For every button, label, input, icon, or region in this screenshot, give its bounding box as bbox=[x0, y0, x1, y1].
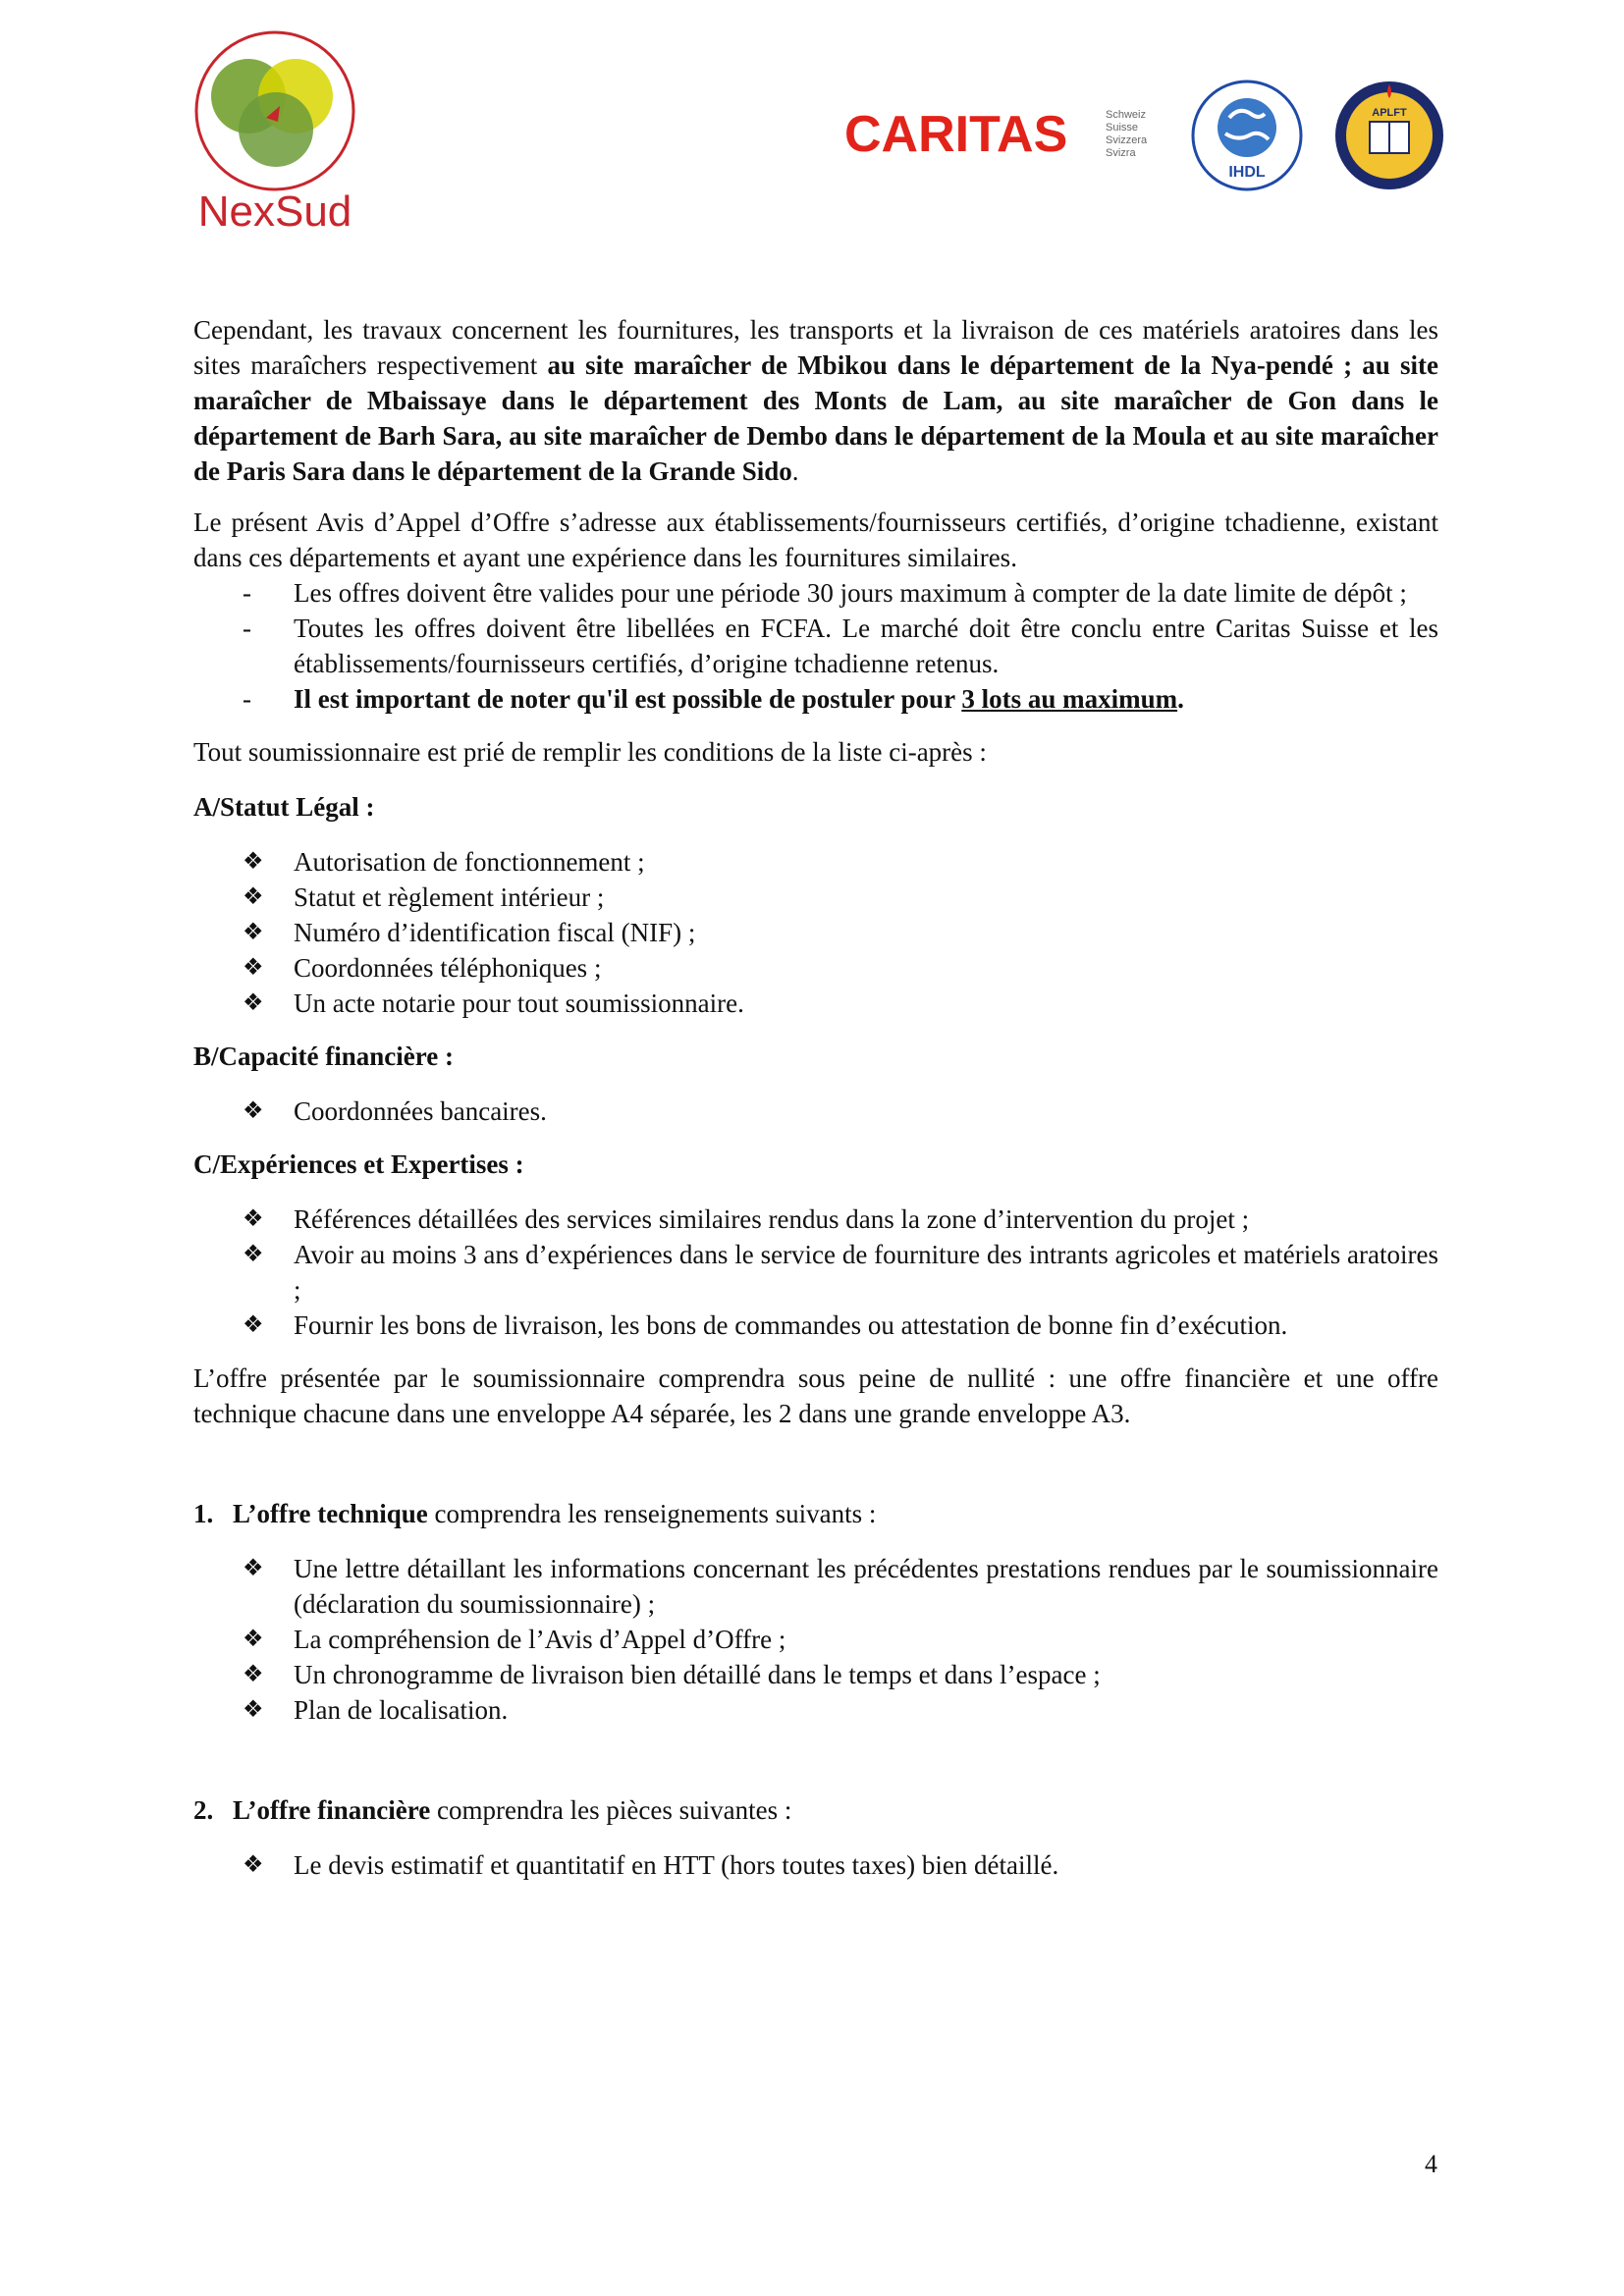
section-a-heading: A/Statut Légal : bbox=[193, 792, 375, 822]
diamond-bullet-icon: ❖ bbox=[243, 955, 264, 981]
caritas-logo-text: CARITAS bbox=[844, 106, 1068, 163]
diamond-bullet-icon: ❖ bbox=[243, 1556, 264, 1581]
intro-paragraph: Cependant, les travaux concernent les fournitures, les transports et la livraison de ces matériels aratoires dans les sites maraîchers respectivement au site maraîcher de Mbikou dans le département de la Nya-pendé ; au site maraîcher de Mbaissaye dans le département des Monts de Lam, au site maraîcher de Gon dans le département de Barh Sara, au site maraîcher de Dembo dans le département de la Moula et au site maraîcher de Paris Sara dans le département de la Grande Sido. bbox=[193, 315, 1438, 486]
svg-text:Schweiz: Schweiz bbox=[1106, 109, 1146, 121]
diamond-bullet-icon: ❖ bbox=[243, 990, 264, 1016]
diamond-bullet-icon: ❖ bbox=[243, 920, 264, 945]
section-c-list bbox=[193, 1201, 1438, 1343]
audience-paragraph: Le présent Avis d’Appel d’Offre s’adresse aux établissements/fournisseurs certifiés, d’origine tchadienne, existant dans ces départements et ayant une expérience dans les fournitures similaires. bbox=[193, 507, 1438, 572]
list-item: ❖ Coordonnées bancaires. bbox=[193, 1094, 1438, 1129]
list-item: ❖ Coordonnées téléphoniques ; bbox=[193, 950, 1438, 986]
diamond-bullet-icon: ❖ bbox=[243, 1098, 264, 1124]
section-c-heading: C/Expériences et Expertises : bbox=[193, 1149, 524, 1179]
list-item: ❖ Fournir les bons de livraison, les bons de commandes ou attestation de bonne fin d’exécution. bbox=[193, 1308, 1438, 1343]
nexsud-logo-text: NexSud bbox=[197, 187, 352, 236]
list-item: ❖ Une lettre détaillant les informations concernant les précédentes prestations rendues par le soumissionnaire (déclaration du soumissionnaire) ; bbox=[193, 1551, 1438, 1622]
aplft-logo-text: APLFT bbox=[1372, 107, 1407, 119]
caritas-logo bbox=[844, 104, 1159, 163]
section-b-list bbox=[193, 1094, 1438, 1129]
svg-text:Svizra: Svizra bbox=[1106, 147, 1136, 159]
list-item: ❖ Statut et règlement intérieur ; bbox=[193, 880, 1438, 915]
svg-text:Suisse: Suisse bbox=[1106, 122, 1139, 133]
list-item: ❖ Avoir au moins 3 ans d’expériences dans le service de fourniture des intrants agricoles et matériels aratoires ; bbox=[193, 1237, 1438, 1308]
section-a-list bbox=[193, 844, 1438, 1021]
list-item: ❖ La compréhension de l’Avis d’Appel d’Offre ; bbox=[193, 1622, 1438, 1657]
diamond-bullet-icon: ❖ bbox=[243, 1662, 264, 1687]
financial-offer-list bbox=[193, 1847, 1438, 1883]
list-item: - Il est important de noter qu'il est possible de postuler pour 3 lots au maximum. bbox=[243, 684, 1184, 714]
list-item: ❖ Un acte notarie pour tout soumissionnaire. bbox=[193, 986, 1438, 1021]
conditions-dash-list bbox=[193, 575, 1438, 717]
diamond-bullet-icon: ❖ bbox=[243, 849, 264, 875]
technical-offer-heading: 1. L’offre technique comprendra les renseignements suivants : bbox=[193, 1499, 877, 1528]
list-item: ❖ Un chronogramme de livraison bien détaillé dans le temps et dans l’espace ; bbox=[193, 1657, 1438, 1692]
list-item: ❖ Plan de localisation. bbox=[193, 1692, 1438, 1728]
aplft-logo bbox=[1332, 77, 1446, 192]
financial-offer-heading: 2. L’offre financière comprendra les pièces suivantes : bbox=[193, 1795, 792, 1825]
list-item: ❖ Autorisation de fonctionnement ; bbox=[193, 844, 1438, 880]
offer-composition-paragraph: L’offre présentée par le soumissionnaire comprendra sous peine de nullité : une offre financière et une offre technique chacune dans une enveloppe A4 séparée, les 2 dans une grande enveloppe A3. bbox=[193, 1363, 1438, 1428]
document-body bbox=[193, 312, 1438, 1900]
ihdl-logo bbox=[1190, 79, 1304, 192]
list-item: ❖ Numéro d’identification fiscal (NIF) ; bbox=[193, 915, 1438, 950]
page-number: 4 bbox=[1425, 2150, 1437, 2178]
diamond-bullet-icon: ❖ bbox=[243, 1206, 264, 1232]
list-item: ❖ Références détaillées des services similaires rendus dans la zone d’intervention du projet ; bbox=[193, 1201, 1438, 1237]
technical-offer-list bbox=[193, 1551, 1438, 1728]
diamond-bullet-icon: ❖ bbox=[243, 1312, 264, 1338]
diamond-bullet-icon: ❖ bbox=[243, 1697, 264, 1723]
diamond-bullet-icon: ❖ bbox=[243, 1627, 264, 1652]
nexsud-logo bbox=[191, 27, 358, 239]
diamond-bullet-icon: ❖ bbox=[243, 1852, 264, 1878]
svg-text:Svizzera: Svizzera bbox=[1106, 134, 1148, 146]
list-item: ❖ Le devis estimatif et quantitatif en HTT (hors toutes taxes) bien détaillé. bbox=[193, 1847, 1438, 1883]
diamond-bullet-icon: ❖ bbox=[243, 884, 264, 910]
diamond-bullet-icon: ❖ bbox=[243, 1242, 264, 1267]
list-item: - Les offres doivent être valides pour une période 30 jours maximum à compter de la date limite de dépôt ; bbox=[243, 578, 1407, 608]
ihdl-logo-text: IHDL bbox=[1228, 164, 1266, 181]
section-b-heading: B/Capacité financière : bbox=[193, 1041, 454, 1071]
requirements-intro: Tout soumissionnaire est prié de remplir les conditions de la liste ci-après : bbox=[193, 737, 987, 767]
list-item: - Toutes les offres doivent être libellées en FCFA. Le marché doit être conclu entre Caritas Suisse et les établissements/fournisseurs certifiés, d’origine tchadienne retenus. bbox=[243, 614, 1438, 678]
